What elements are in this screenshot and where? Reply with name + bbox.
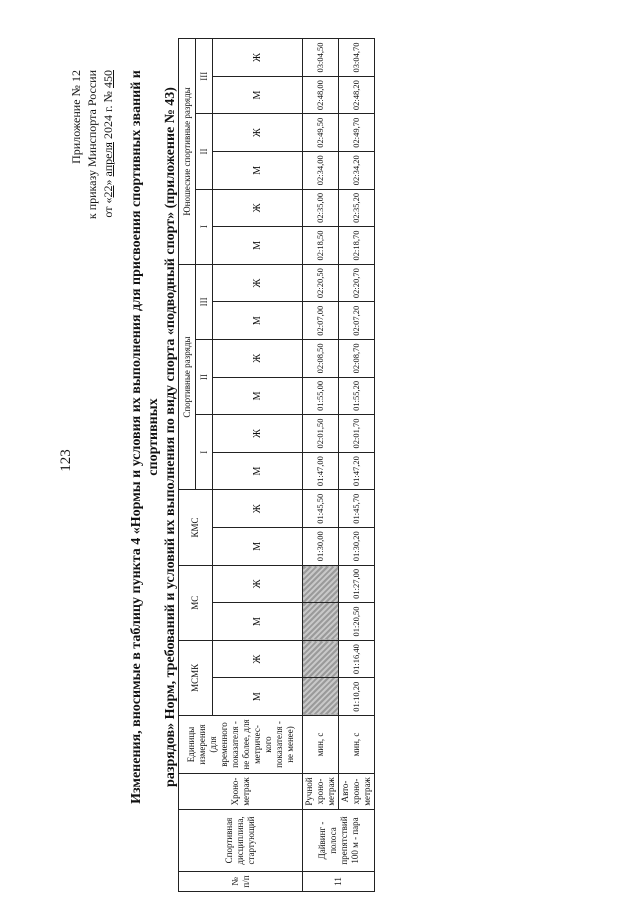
header-gender-m: М <box>213 151 303 189</box>
appendix-line3 <box>100 70 116 219</box>
document-title <box>128 40 179 834</box>
title-line2: разрядов» Норм, требований и условий их выполнения по виду спорта «подводный спорт» (приложение № 43) <box>163 87 178 787</box>
header-num: № п/п <box>179 872 303 892</box>
header-youth-ranks: Юношеские спортивные разряды <box>179 39 196 265</box>
header-kms: КМС <box>179 490 213 565</box>
header-units: Единицы измерения (для временного показателя - не более, для метричес-кого показателя - не менее) <box>179 716 303 774</box>
header-sport-r1: I <box>196 415 213 490</box>
header-youth-r3: III <box>196 39 213 114</box>
header-gender-zh: Ж <box>213 114 303 152</box>
appendix-from: от « <box>101 197 115 218</box>
appendix-year: 2024 г. № <box>101 91 115 140</box>
header-gender-zh: Ж <box>213 415 303 453</box>
row-value: 03:04,70 <box>339 39 375 77</box>
row-value: 02:01,50 <box>303 415 339 453</box>
row-cell-empty <box>303 640 339 678</box>
row-value: 02:07,00 <box>303 302 339 340</box>
row-value: 01:20,50 <box>339 603 375 641</box>
row-unit: мин, с <box>339 716 375 774</box>
header-gender-m: М <box>213 76 303 114</box>
row-num: 11 <box>303 872 375 892</box>
row-discipline: Дайвинг - полоса препятствий 100 м - пара <box>303 810 375 872</box>
header-gender-zh: Ж <box>213 565 303 603</box>
header-gender-m: М <box>213 528 303 566</box>
appendix-line1: Приложение № 12 <box>69 70 83 164</box>
row-value: 01:27,00 <box>339 565 375 603</box>
row-cell-empty <box>303 678 339 716</box>
row-value: 02:49,70 <box>339 114 375 152</box>
row-value: 02:48,00 <box>303 76 339 114</box>
header-timing: Хроно-метраж <box>179 774 303 810</box>
table-row <box>339 39 375 892</box>
row-unit: мин, с <box>303 716 339 774</box>
page-number: 123 <box>57 449 74 472</box>
header-youth-r1: I <box>196 189 213 264</box>
header-gender-m: М <box>213 227 303 265</box>
header-gender-m: М <box>213 452 303 490</box>
row-value: 02:20,50 <box>303 264 339 302</box>
header-msmk: МСМК <box>179 640 213 715</box>
header-discipline: Спортивная дисциплина, стартующий <box>179 810 303 872</box>
row-value: 01:10,20 <box>339 678 375 716</box>
header-sport-r3: III <box>196 264 213 339</box>
row-value: 02:08,70 <box>339 340 375 378</box>
row-value: 02:35,20 <box>339 189 375 227</box>
row-timing: Ручной хроно-метраж <box>303 774 339 810</box>
appendix-month: апреля <box>101 142 115 177</box>
row-value: 01:55,00 <box>303 377 339 415</box>
row-value: 01:45,50 <box>303 490 339 528</box>
row-timing: Авто-хроно-метраж <box>339 774 375 810</box>
header-gender-zh: Ж <box>213 640 303 678</box>
row-cell-empty <box>303 565 339 603</box>
header-gender-m: М <box>213 678 303 716</box>
row-value: 02:08,50 <box>303 340 339 378</box>
title-line1: Изменения, вносимые в таблицу пункта 4 «Нормы и условия их выполнения для присвоения спортивных званий и спортивных <box>129 70 161 804</box>
norms-table <box>178 38 375 892</box>
row-value: 02:01,70 <box>339 415 375 453</box>
header-gender-zh: Ж <box>213 39 303 77</box>
row-value: 01:55,20 <box>339 377 375 415</box>
row-value: 01:45,70 <box>339 490 375 528</box>
appendix-block <box>68 70 116 219</box>
row-value: 02:07,20 <box>339 302 375 340</box>
header-ms: МС <box>179 565 213 640</box>
header-gender-zh: Ж <box>213 264 303 302</box>
appendix-number: 450 <box>101 70 115 88</box>
row-value: 03:04,50 <box>303 39 339 77</box>
header-gender-zh: Ж <box>213 490 303 528</box>
row-value: 02:49,50 <box>303 114 339 152</box>
header-sport-ranks: Спортивные разряды <box>179 264 196 490</box>
row-value: 02:34,20 <box>339 151 375 189</box>
header-gender-zh: Ж <box>213 340 303 378</box>
table-row <box>303 39 339 892</box>
row-value: 01:47,00 <box>303 452 339 490</box>
header-youth-r2: II <box>196 114 213 189</box>
row-value: 02:18,50 <box>303 227 339 265</box>
row-cell-empty <box>303 603 339 641</box>
header-gender-zh: Ж <box>213 189 303 227</box>
row-value: 02:18,70 <box>339 227 375 265</box>
row-value: 01:47,20 <box>339 452 375 490</box>
appendix-quote: » <box>101 179 115 186</box>
row-value: 02:48,20 <box>339 76 375 114</box>
header-gender-m: М <box>213 377 303 415</box>
row-value: 01:30,00 <box>303 528 339 566</box>
header-row-1 <box>179 39 196 892</box>
row-value: 01:16,40 <box>339 640 375 678</box>
row-value: 01:30,20 <box>339 528 375 566</box>
header-gender-m: М <box>213 603 303 641</box>
appendix-day: 22 <box>101 185 115 198</box>
header-gender-m: М <box>213 302 303 340</box>
header-sport-r2: II <box>196 340 213 415</box>
row-value: 02:34,00 <box>303 151 339 189</box>
row-value: 02:20,70 <box>339 264 375 302</box>
appendix-line2: к приказу Минспорта России <box>85 70 99 220</box>
row-value: 02:35,00 <box>303 189 339 227</box>
